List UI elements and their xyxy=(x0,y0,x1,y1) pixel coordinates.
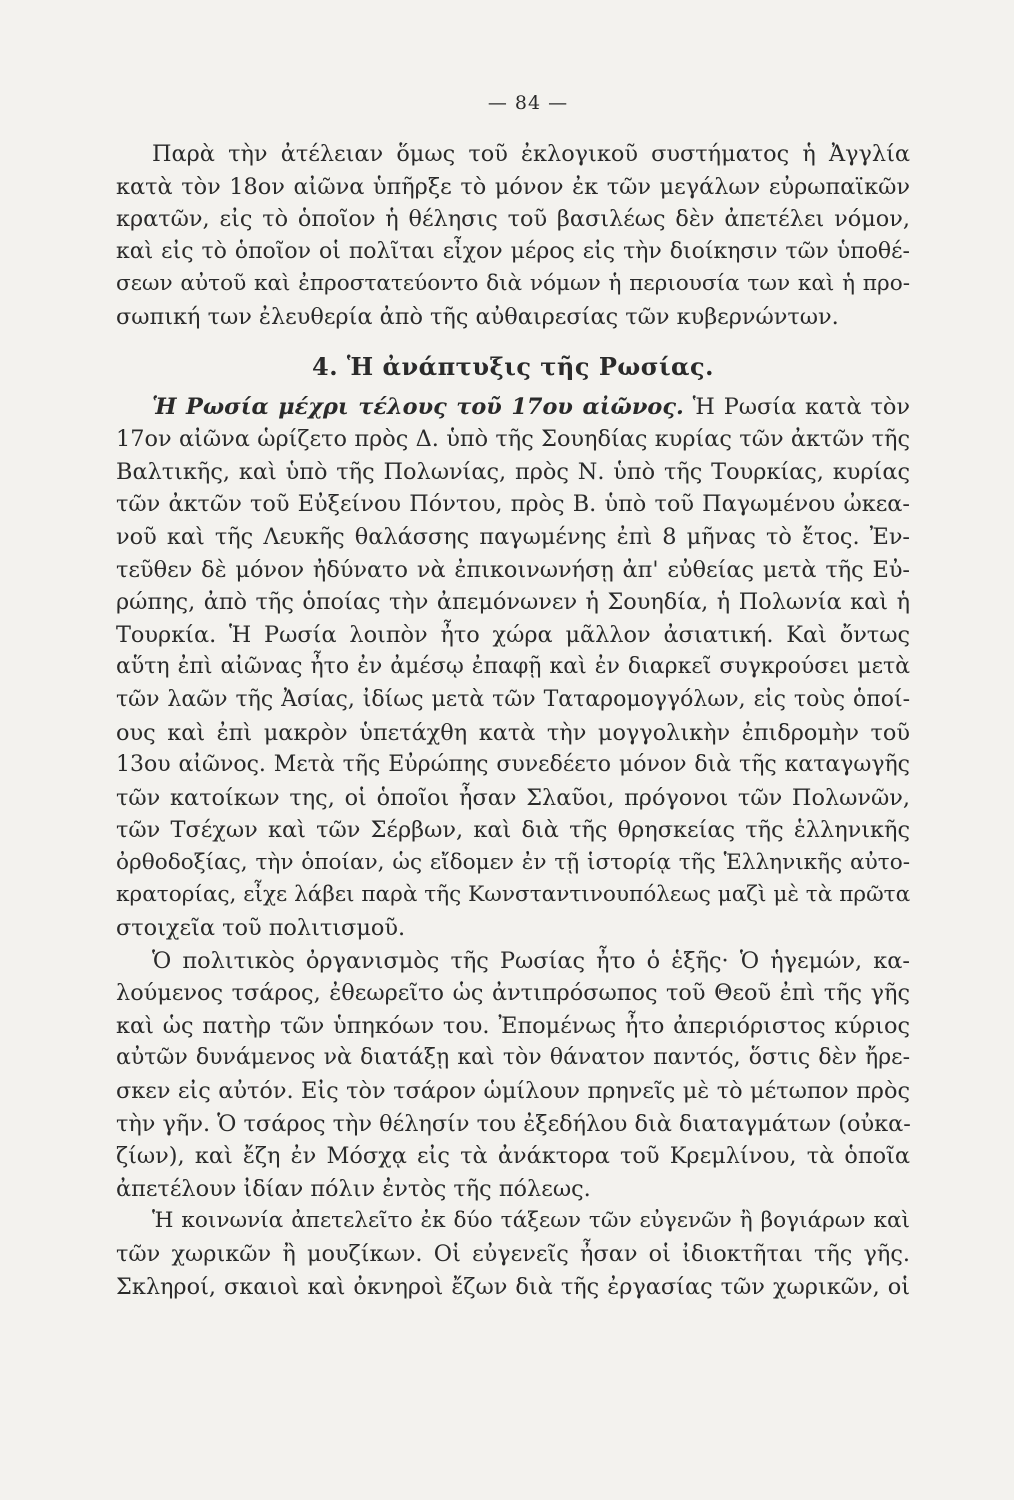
text-line: ὀρθοδοξίας, τὴν ὁποίαν, ὡς εἴδομεν ἐν τῇ ἱστορίᾳ τῆς Ἑλληνικῆς αὐτο- xyxy=(116,849,910,875)
subheading: Ἡ Ρωσία μέχρι τέλους τοῦ 17ου αἰῶνος. xyxy=(152,393,684,420)
text-line: κρατορίας, εἶχε λάβει παρὰ τῆς Κωνσταντινουπόλεως μαζὶ μὲ τὰ πρῶτα xyxy=(116,882,911,908)
text-line: κατὰ τὸν 18ον αἰῶνα ὑπῆρξε τὸ μόνον ἐκ τῶν μεγάλων εὐρωπαϊκῶν xyxy=(116,173,910,200)
paragraph-3 xyxy=(116,945,910,1206)
text-line: τῶν λαῶν τῆς Ἀσίας, ἰδίως μετὰ τῶν Ταταρομογγόλων, εἰς τοὺς ὁποί- xyxy=(116,686,910,712)
text-line: Παρὰ τὴν ἀτέλειαν ὅμως τοῦ ἐκλογικοῦ συστήματος ἡ Ἀγγλία xyxy=(152,141,910,167)
text-line: ζίων), καὶ ἔζη ἐν Μόσχᾳ εἰς τὰ ἀνάκτορα τοῦ Κρεμλίνου, τὰ ὁποῖα xyxy=(116,1143,910,1170)
text-line: τῶν Τσέχων καὶ τῶν Σέρβων, καὶ διὰ τῆς θρησκείας τῆς ἑλληνικῆς xyxy=(116,817,910,844)
text-line: 17ον αἰῶνα ὡρίζετο πρὸς Δ. ὑπὸ τῆς Σουηδίας κυρίας τῶν ἀκτῶν τῆς xyxy=(116,426,910,453)
text-fragment: Ἡ Ρωσία κατὰ τὸν xyxy=(683,393,910,420)
text-line: στοιχεῖα τοῦ πολιτισμοῦ. xyxy=(116,915,406,942)
text-line: τῶν ἀκτῶν τοῦ Εὐξείνου Πόντου, πρὸς Β. ὑπὸ τοῦ Παγωμένου ὠκεα- xyxy=(116,491,910,518)
text-line: ρώπης, ἀπὸ τῆς ὁποίας τὴν ἀπεμόνωνεν ἡ Σουηδία, ἡ Πολωνία καὶ ἡ xyxy=(116,589,910,616)
text-line: αὕτη ἐπὶ αἰῶνας ἦτο ἐν ἀμέσῳ ἐπαφῇ καὶ ἐν διαρκεῖ συγκρούσει μετὰ xyxy=(116,654,910,680)
text-line: σεων αὐτοῦ καὶ ἐπροστατεύοντο διὰ νόμων ἡ περιουσία των καὶ ἡ προ- xyxy=(116,271,910,297)
text-line: Ἡ κοινωνία ἀπετελεῖτο ἐκ δύο τάξεων τῶν εὐγενῶν ἢ βογιάρων καὶ xyxy=(152,1208,910,1234)
text-line: αὐτῶν δυνάμενος νὰ διατάξῃ καὶ τὸν θάνατον παντός, ὅστις δὲν ἤρε- xyxy=(116,1045,910,1071)
text-line: Βαλτικῆς, καὶ ὑπὸ τῆς Πολωνίας, πρὸς Ν. ὑπὸ τῆς Τουρκίας, κυρίας xyxy=(116,458,910,485)
text-line: Ὁ πολιτικὸς ὀργανισμὸς τῆς Ρωσίας ἦτο ὁ ἑξῆς· Ὁ ἡγεμών, κα- xyxy=(152,947,910,974)
text-line: νοῦ καὶ τῆς Λευκῆς θαλάσσης παγωμένης ἐπὶ 8 μῆνας τὸ ἔτος. Ἐν- xyxy=(116,523,910,550)
text-line xyxy=(116,391,910,424)
text-line: Τουρκία. Ἡ Ρωσία λοιπὸν ἦτο χώρα μᾶλλον ἀσιατική. Καὶ ὄντως xyxy=(116,621,910,648)
text-line: τῶν χωρικῶν ἢ μουζίκων. Οἱ εὐγενεῖς ἦσαν οἱ ἰδιοκτῆται τῆς γῆς. xyxy=(116,1241,910,1267)
text-line: τὴν γῆν. Ὁ τσάρος τὴν θέλησίν του ἐξεδήλου διὰ διαταγμάτων (οὐκα- xyxy=(116,1110,911,1137)
text-line: ους καὶ ἐπὶ μακρὸν ὑπετάχθη κατὰ τὴν μογγολικὴν ἐπιδρομὴν τοῦ xyxy=(116,719,910,746)
text-line: καὶ εἰς τὸ ὁποῖον οἱ πολῖται εἶχον μέρος εἰς τὴν διοίκησιν τῶν ὑποθέ- xyxy=(116,238,910,264)
text-line: τεῦθεν δὲ μόνον ἠδύνατο νὰ ἐπικοινωνήσῃ ἀπ' εὐθείας μετὰ τῆς Εὐ- xyxy=(116,556,910,583)
text-line: τῶν κατοίκων της, οἱ ὁποῖοι ἦσαν Σλαῦοι, πρόγονοι τῶν Πολωνῶν, xyxy=(116,784,910,811)
text-line: κρατῶν, εἰς τὸ ὁποῖον ἡ θέλησις τοῦ βασιλέως δὲν ἀπετέλει νόμον, xyxy=(116,206,910,233)
text-line: ἀπετέλουν ἰδίαν πόλιν ἐντὸς τῆς πόλεως. xyxy=(116,1175,591,1202)
text-line: 13ου αἰῶνος. Μετὰ τῆς Εὐρώπης συνεδέετο μόνον διὰ τῆς καταγωγῆς xyxy=(116,752,910,778)
text-line: σωπική των ἐλευθερία ἀπὸ τῆς αὐθαιρεσίας τῶν κυβερνώντων. xyxy=(116,303,839,330)
text-line: λούμενος τσάρος, ἐθεωρεῖτο ὡς ἀντιπρόσωπος τοῦ Θεοῦ ἐπὶ τῆς γῆς xyxy=(116,980,910,1007)
paragraph-1 xyxy=(116,138,910,334)
section-title: 4. Ἡ ἀνάπτυξις τῆς Ρωσίας. xyxy=(312,351,714,381)
paragraph-2 xyxy=(116,391,910,945)
paragraph-4 xyxy=(116,1205,910,1303)
text-line: καὶ ὡς πατὴρ τῶν ὑπηκόων του. Ἐπομένως ἦτο ἀπεριόριστος κύριος xyxy=(116,1012,910,1039)
text-line: Σκληροί, σκαιοὶ καὶ ὀκνηροὶ ἔζων διὰ τῆς ἐργασίας τῶν χωρικῶν, οἱ xyxy=(116,1273,910,1300)
text-line: σκεν εἰς αὐτόν. Εἰς τὸν τσάρον ὡμίλουν πρηνεῖς μὲ τὸ μέτωπον πρὸς xyxy=(116,1078,910,1105)
page-number: — 84 — xyxy=(487,92,569,114)
